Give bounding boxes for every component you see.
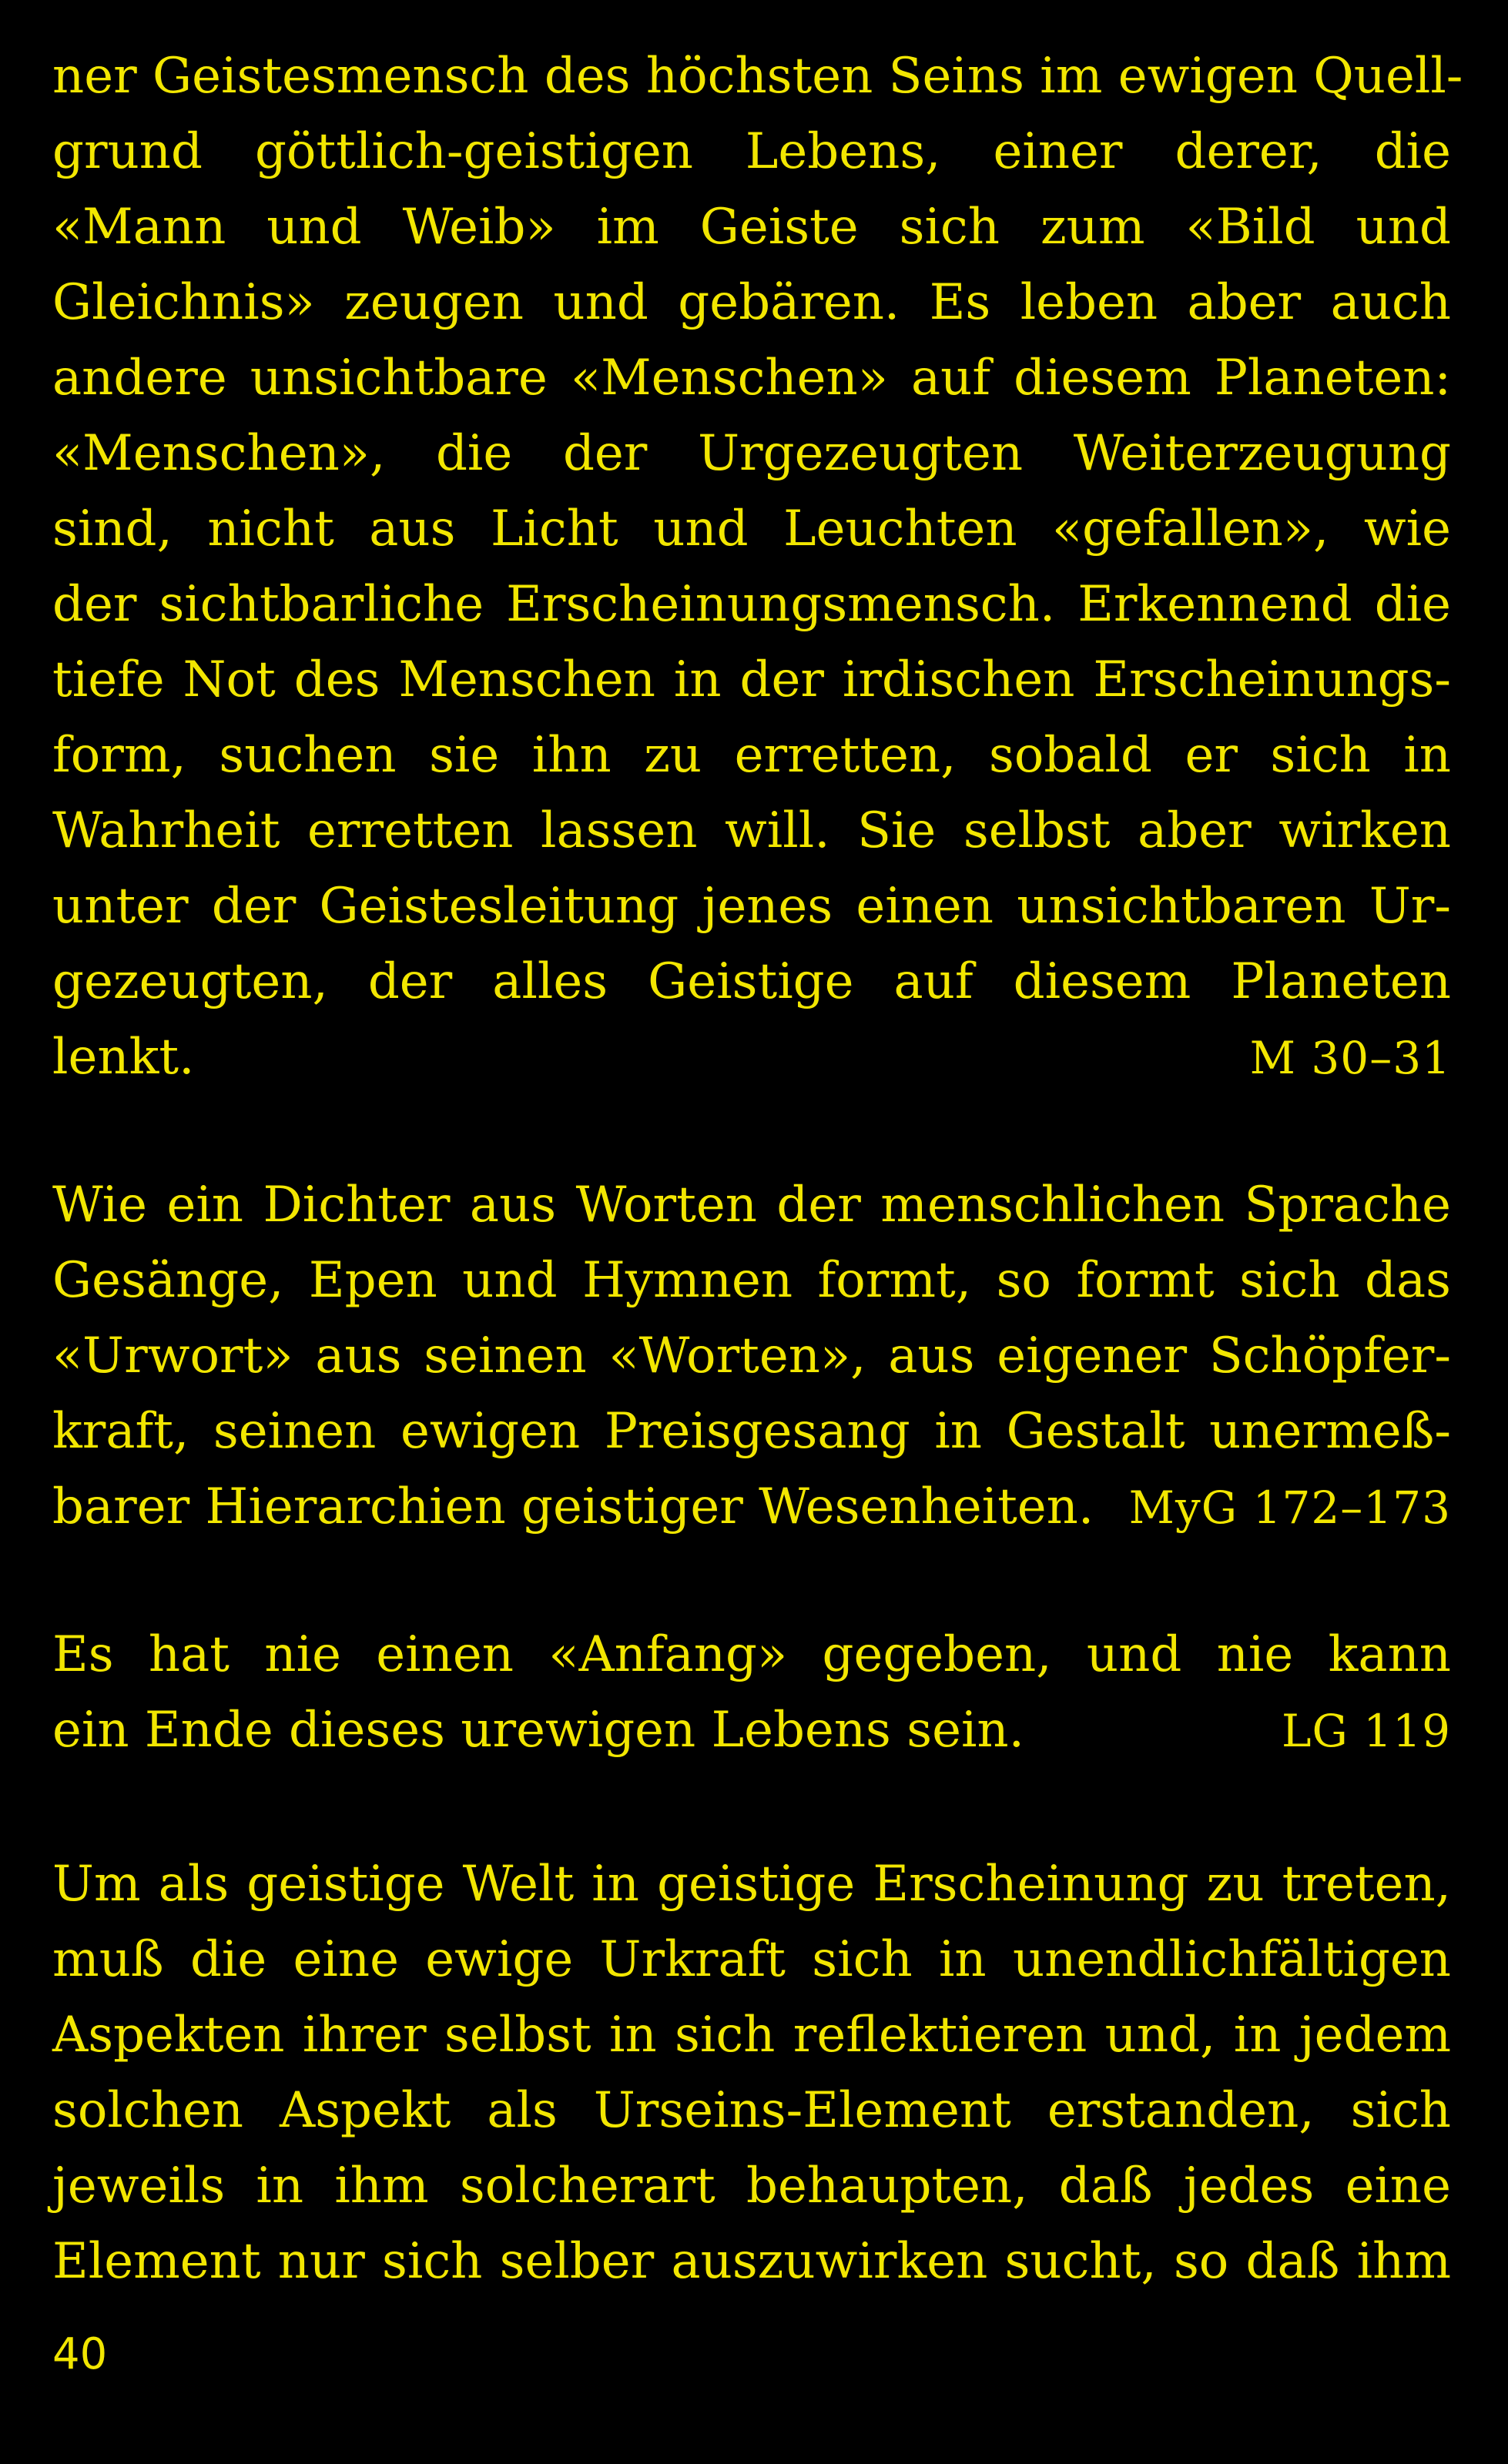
paragraph-3 (52, 1617, 1451, 1768)
paragraph-4 (52, 1846, 1451, 2299)
paragraph-2 (52, 1167, 1451, 1545)
text-line: Gleichnis» zeugen und gebären. Es leben aber auch (52, 274, 1451, 331)
source-reference: M 30–31 (1249, 1032, 1451, 1084)
source-reference: LG 119 (1282, 1705, 1451, 1757)
text-line: solchen Aspekt als Urseins-Element erstanden, sich (52, 2082, 1451, 2139)
text-line: kraft, seinen ewigen Preisgesang in Gestalt unermeß- (52, 1403, 1451, 1460)
source-reference: MyG 172–173 (1128, 1481, 1451, 1534)
text-line: jeweils in ihm solcherart behaupten, daß jedes eine (52, 2158, 1451, 2215)
text-line-last (52, 1019, 1451, 1095)
text-line: «Menschen», die der Urgezeugten Weiterzeugung (52, 425, 1451, 482)
text-line: sind, nicht aus Licht und Leuchten «gefallen», wie (52, 500, 1451, 557)
text-line-end: barer Hierarchien geistiger Wesenheiten. (52, 1478, 1094, 1535)
text-line-end: ein Ende dieses urewigen Lebens sein. (52, 1702, 1024, 1759)
text-line: Wahrheit erretten lassen will. Sie selbst aber wirken (52, 802, 1451, 859)
text-line-end: lenkt. (52, 1029, 195, 1086)
text-line: Um als geistige Welt in geistige Erscheinung zu treten, (52, 1856, 1451, 1913)
text-line: Element nur sich selber auszuwirken sucht, so daß ihm (52, 2233, 1451, 2290)
text-line: grund göttlich-geistigen Lebens, einer derer, die (52, 123, 1451, 180)
text-line: «Mann und Weib» im Geiste sich zum «Bild und (52, 199, 1451, 256)
text-line: muß die eine ewige Urkraft sich in unendlichfältigen (52, 1931, 1451, 1988)
text-line: tiefe Not des Menschen in der irdischen Erscheinungs- (52, 651, 1451, 708)
text-line: der sichtbarliche Erscheinungsmensch. Erkennend die (52, 576, 1451, 633)
text-line: andere unsichtbare «Menschen» auf diesem Planeten: (52, 350, 1451, 407)
text-line: Wie ein Dichter aus Worten der menschlichen Sprache (52, 1177, 1451, 1234)
text-line: Gesänge, Epen und Hymnen formt, so formt sich das (52, 1252, 1451, 1309)
text-line: ner Geistesmensch des höchsten Seins im ewigen Quell- (52, 48, 1463, 105)
text-line-last (52, 1692, 1451, 1768)
text-line: Aspekten ihrer selbst in sich reflektieren und, in jedem (52, 2007, 1451, 2064)
paragraph-1 (52, 38, 1463, 1095)
page-number: 40 (52, 2329, 108, 2379)
text-line: «Urwort» aus seinen «Worten», aus eigener Schöpfer- (52, 1327, 1451, 1384)
text-line: unter der Geistesleitung jenes einen unsichtbaren Ur- (52, 878, 1451, 935)
text-line-last (52, 1469, 1451, 1545)
text-line: form, suchen sie ihn zu erretten, sobald er sich in (52, 727, 1451, 784)
text-line: gezeugten, der alles Geistige auf diesem Planeten (52, 953, 1451, 1010)
text-line: Es hat nie einen «Anfang» gegeben, und nie kann (52, 1626, 1451, 1683)
